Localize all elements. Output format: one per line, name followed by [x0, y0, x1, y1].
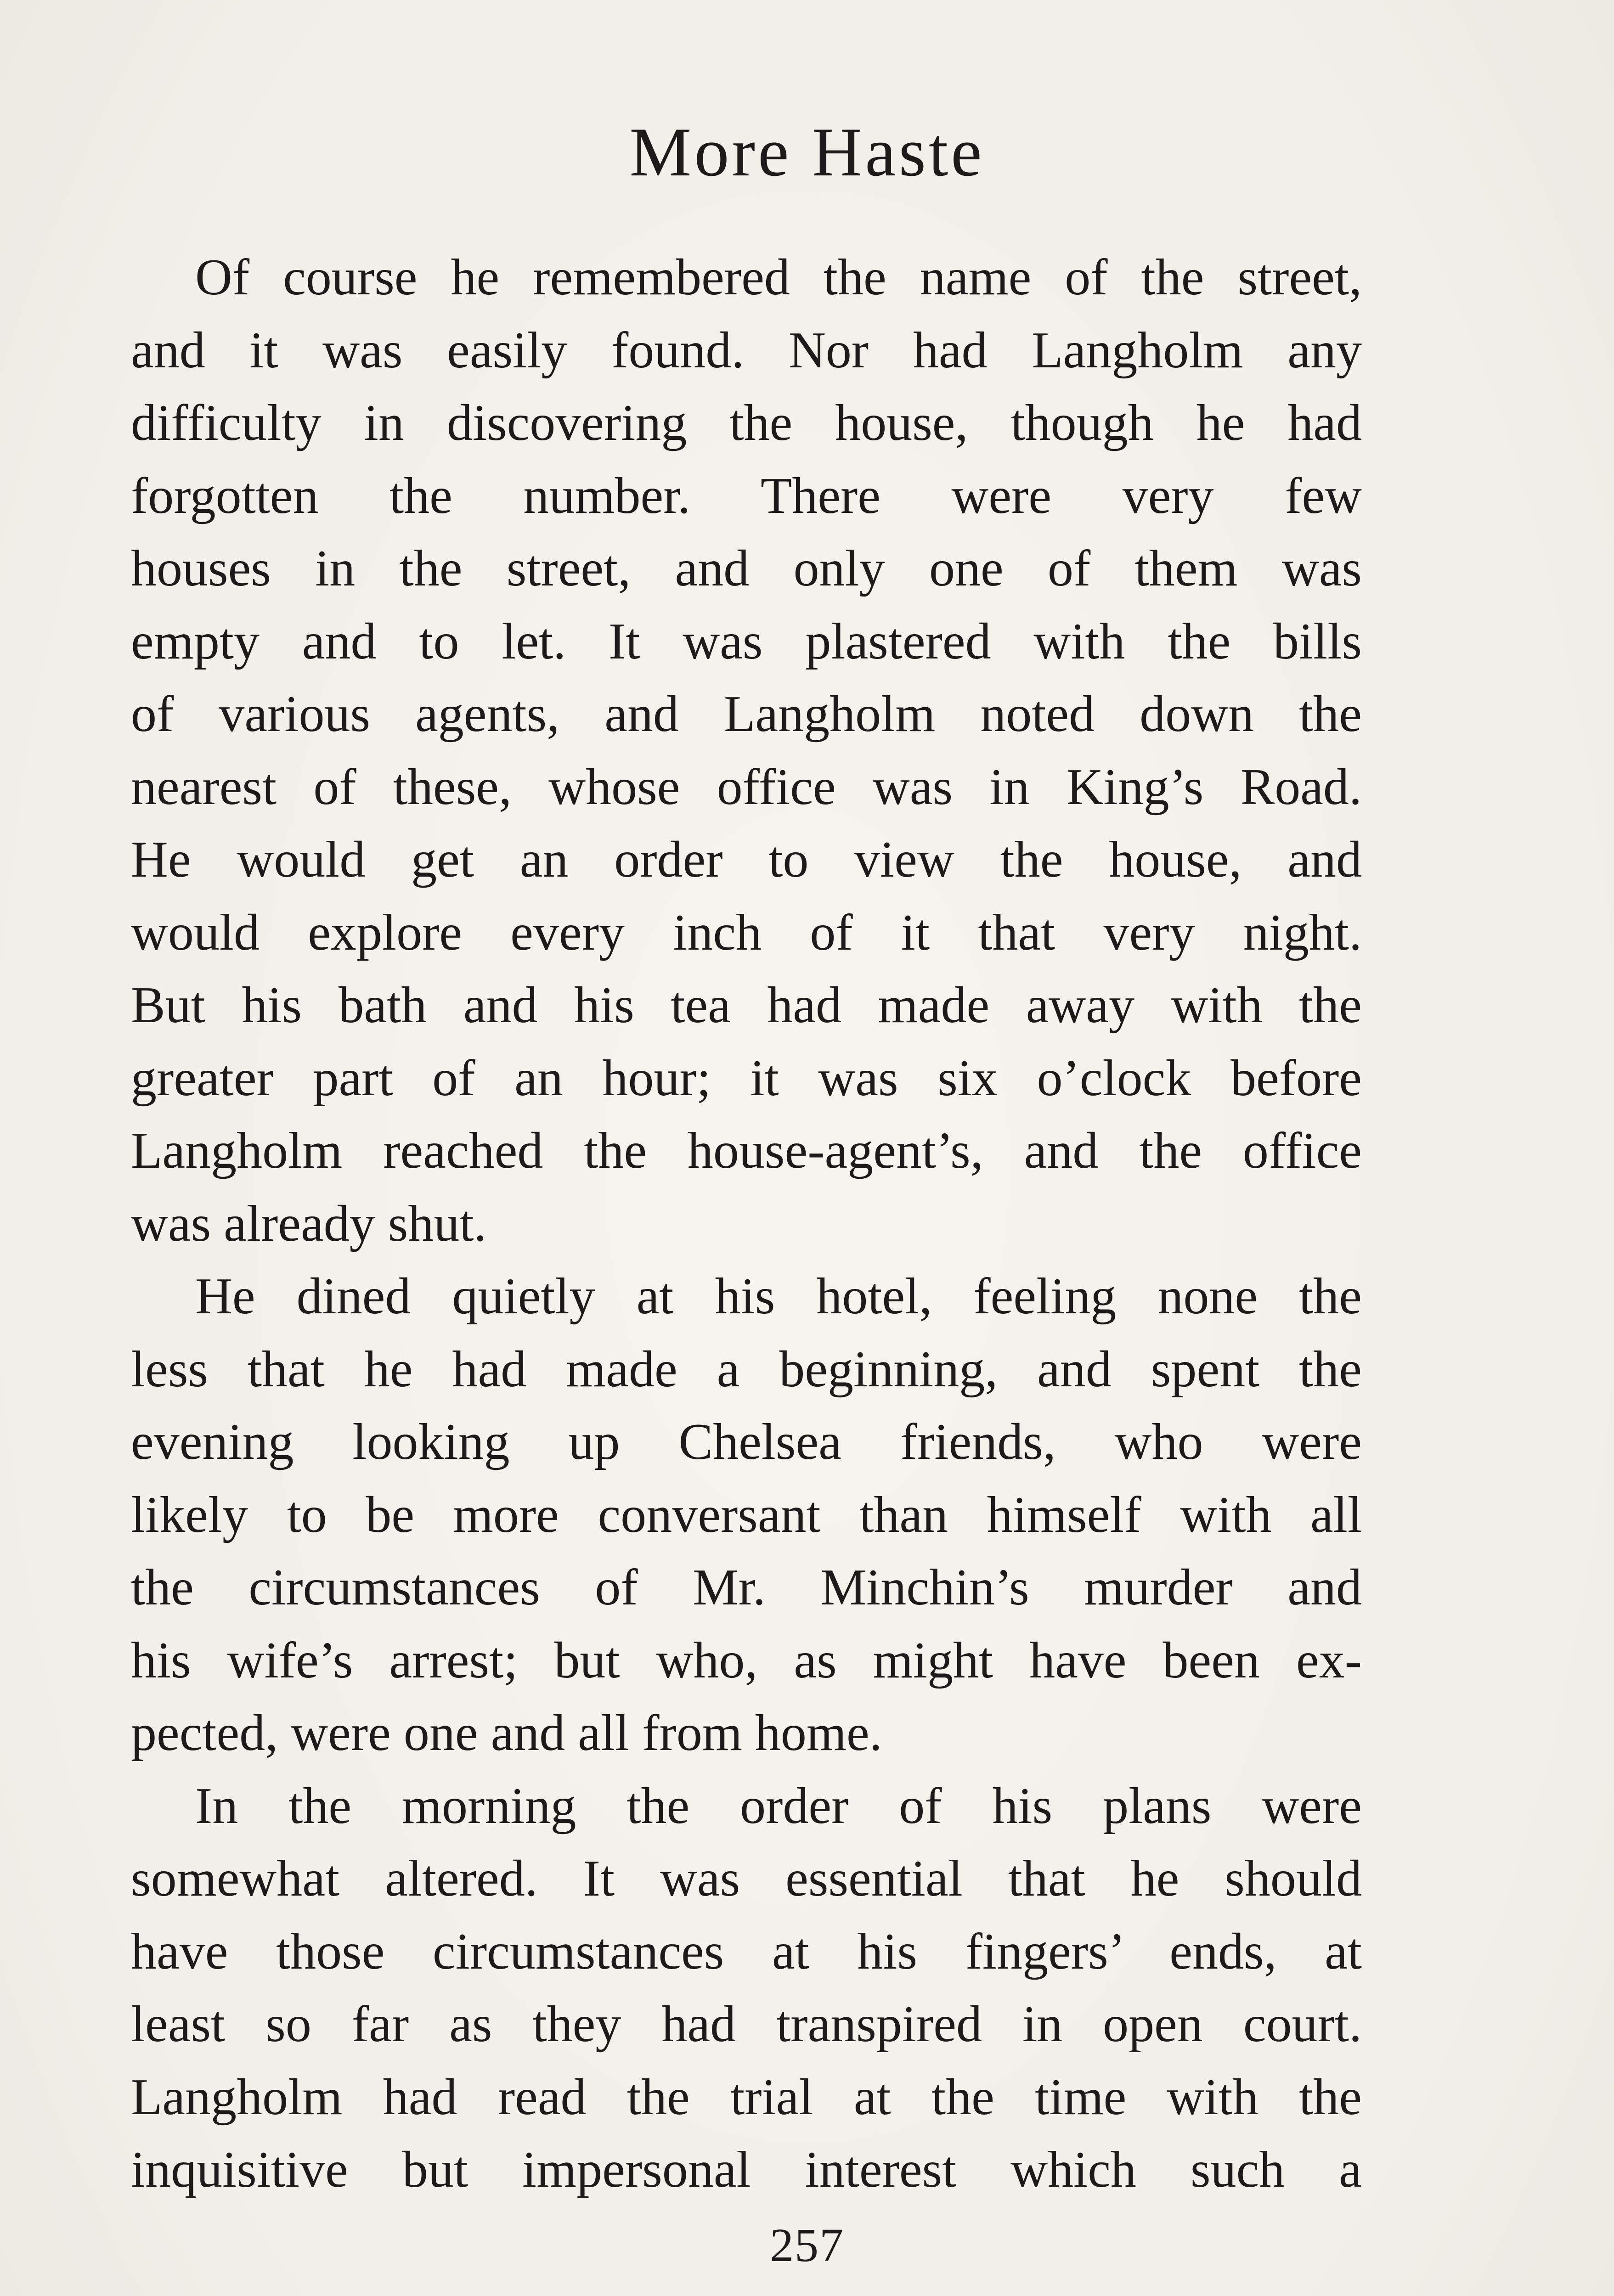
text-line: difficulty in discovering the house, though he had [131, 394, 1362, 451]
text-line: pected, were one and all from home. [131, 1705, 882, 1761]
text-line: evening looking up Chelsea friends, who were [131, 1413, 1362, 1470]
text-line: Of course he remembered the name of the street, [195, 249, 1362, 306]
text-line: least so far as they had transpired in open court. [131, 1996, 1362, 2053]
page-number: 257 [770, 2219, 844, 2272]
body-text [131, 241, 1362, 2206]
text-line: somewhat altered. It was essential that he should [131, 1850, 1362, 1907]
text-line: would explore every inch of it that very night. [131, 904, 1362, 961]
text-line: Langholm had read the trial at the time with the [131, 2068, 1362, 2126]
text-line: empty and to let. It was plastered with the bills [131, 613, 1362, 670]
text-line: less that he had made a beginning, and spent the [131, 1340, 1362, 1398]
text-line: greater part of an hour; it was six o’clock before [131, 1049, 1362, 1107]
text-line: have those circumstances at his fingers’ ends, at [131, 1923, 1362, 1980]
text-line: and it was easily found. Nor had Langholm any [131, 321, 1362, 379]
text-line: nearest of these, whose office was in King’s Road. [131, 758, 1362, 816]
text-line: the circumstances of Mr. Minchin’s murder and [131, 1559, 1362, 1616]
text-line: In the morning the order of his plans were [195, 1777, 1362, 1835]
text-line: of various agents, and Langholm noted down the [131, 686, 1362, 743]
text-line: forgotten the number. There were very few [131, 467, 1362, 524]
text-line: But his bath and his tea had made away with the [131, 977, 1362, 1034]
text-line: inquisitive but impersonal interest which such a [131, 2141, 1362, 2198]
text-line: likely to be more conversant than himself with all [131, 1486, 1362, 1543]
text-line: He dined quietly at his hotel, feeling none the [195, 1268, 1362, 1325]
text-line: was already shut. [131, 1195, 487, 1252]
text-line: Langholm reached the house-agent’s, and the office [131, 1122, 1362, 1179]
text-line: He would get an order to view the house, and [131, 831, 1362, 888]
text-line: his wife’s arrest; but who, as might have been ex- [131, 1632, 1362, 1689]
running-head: More Haste [629, 113, 985, 191]
text-line: houses in the street, and only one of them was [131, 540, 1362, 597]
